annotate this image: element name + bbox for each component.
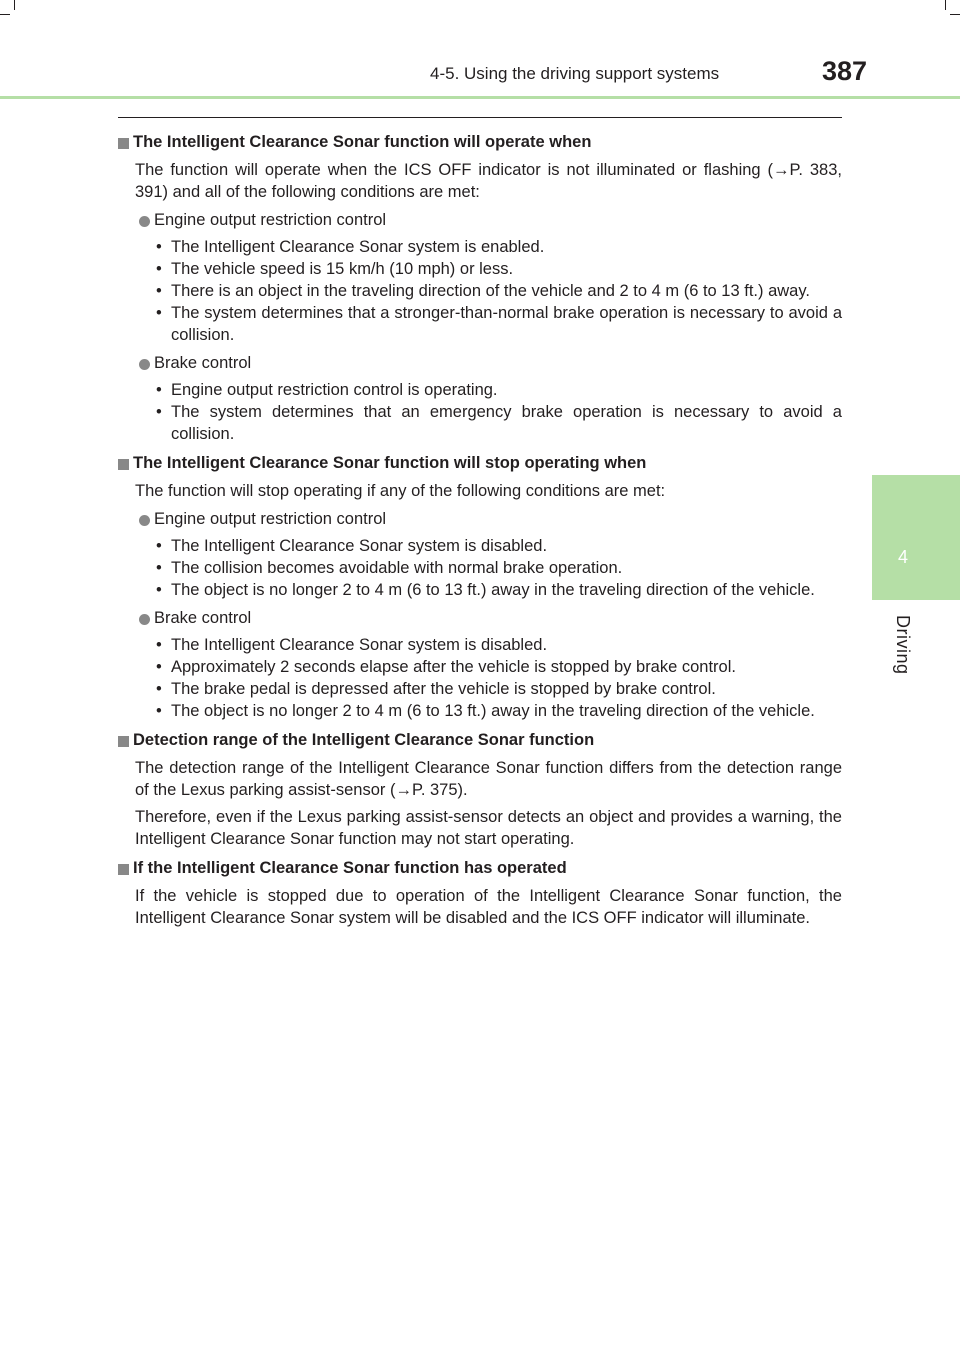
crop-mark-top-right-h xyxy=(950,14,960,15)
body-paragraph: The detection range of the Intelligent Clearance Sonar function differs from the detection range of the Lexus parking assist-sensor (→P. 375). xyxy=(135,759,842,799)
body-paragraph: The function will operate when the ICS OFF indicator is not illuminated or flashing (→P. 383, 391) and all of the following conditions are met: xyxy=(135,161,842,201)
dot-bullet-icon: • xyxy=(156,636,162,654)
list-item xyxy=(118,634,842,656)
crop-mark-top-left-v xyxy=(14,0,15,10)
list-item xyxy=(118,280,842,302)
chapter-number: 4 xyxy=(897,547,908,567)
section-heading-text: If the Intelligent Clearance Sonar function has operated xyxy=(133,859,567,877)
body-paragraph: Therefore, even if the Lexus parking assist-sensor detects an object and provides a warning, the Intelligent Clearance Sonar function may not start operating. xyxy=(135,808,842,848)
content-top-rule xyxy=(118,117,842,118)
chapter-tab xyxy=(872,475,960,600)
dot-bullet-icon: • xyxy=(156,304,162,322)
subsection-heading-text: Engine output restriction control xyxy=(154,211,387,229)
list-item xyxy=(118,678,842,700)
list-item xyxy=(118,302,842,346)
crop-mark-top-right-v xyxy=(945,0,946,10)
section-heading xyxy=(118,856,842,880)
list-item-text: The brake pedal is depressed after the vehicle is stopped by brake control. xyxy=(171,680,716,698)
section-heading-text: Detection range of the Intelligent Clearance Sonar function xyxy=(133,731,595,749)
dot-bullet-icon: • xyxy=(156,559,162,577)
circle-bullet-icon xyxy=(139,614,150,625)
list-item-text: The collision becomes avoidable with normal brake operation. xyxy=(171,559,623,577)
dot-bullet-icon: • xyxy=(156,680,162,698)
list-item-text: The Intelligent Clearance Sonar system is disabled. xyxy=(171,636,548,654)
list-item xyxy=(118,656,842,678)
condition-list xyxy=(118,634,842,722)
section-header-title: 4-5. Using the driving support systems xyxy=(430,64,720,83)
dot-bullet-icon: • xyxy=(156,260,162,278)
dot-bullet-icon: • xyxy=(156,381,162,399)
circle-bullet-icon xyxy=(139,359,150,370)
section-heading-text: The Intelligent Clearance Sonar function will stop operating when xyxy=(133,454,647,472)
page-content xyxy=(118,124,842,929)
section-heading-text: The Intelligent Clearance Sonar function will operate when xyxy=(133,133,592,151)
subsection-heading-text: Brake control xyxy=(154,354,252,372)
list-item xyxy=(118,700,842,722)
subsection-heading xyxy=(118,208,842,232)
dot-bullet-icon: • xyxy=(156,658,162,676)
list-item xyxy=(118,535,842,557)
list-item xyxy=(118,236,842,258)
circle-bullet-icon xyxy=(139,515,150,526)
body-paragraph: The function will stop operating if any of the following conditions are met: xyxy=(135,482,666,500)
list-item-text: The object is no longer 2 to 4 m (6 to 13 ft.) away in the traveling direction of the vehicle. xyxy=(171,702,815,720)
header-divider xyxy=(0,96,960,99)
list-item xyxy=(118,579,842,601)
list-item xyxy=(118,258,842,280)
condition-list xyxy=(118,236,842,346)
list-item-text: The Intelligent Clearance Sonar system is enabled. xyxy=(171,238,545,256)
dot-bullet-icon: • xyxy=(156,238,162,256)
list-item xyxy=(118,557,842,579)
subsection-heading xyxy=(118,351,842,375)
list-item xyxy=(118,379,842,401)
square-bullet-icon xyxy=(118,864,129,875)
condition-list xyxy=(118,535,842,601)
body-paragraph: If the vehicle is stopped due to operation of the Intelligent Clearance Sonar function, the Intelligent Clearance Sonar system will be disabled and the ICS OFF indicator will illuminate. xyxy=(135,887,842,927)
section-heading xyxy=(118,130,842,154)
dot-bullet-icon: • xyxy=(156,537,162,555)
list-item xyxy=(118,401,842,445)
list-item-text: The object is no longer 2 to 4 m (6 to 13 ft.) away in the traveling direction of the vehicle. xyxy=(171,581,815,599)
square-bullet-icon xyxy=(118,138,129,149)
list-item-text: The Intelligent Clearance Sonar system is disabled. xyxy=(171,537,548,555)
dot-bullet-icon: • xyxy=(156,702,162,720)
list-item-text: Engine output restriction control is operating. xyxy=(171,381,498,399)
subsection-heading xyxy=(118,606,842,630)
condition-list xyxy=(118,379,842,445)
page-number: 387 xyxy=(822,56,868,86)
dot-bullet-icon: • xyxy=(156,581,162,599)
list-item-text: The vehicle speed is 15 km/h (10 mph) or less. xyxy=(171,260,514,278)
subsection-heading-text: Brake control xyxy=(154,609,252,627)
circle-bullet-icon xyxy=(139,216,150,227)
section-heading xyxy=(118,451,842,475)
chapter-label: Driving xyxy=(893,615,913,675)
list-item-text: There is an object in the traveling direction of the vehicle and 2 to 4 m (6 to 13 ft.) away. xyxy=(171,282,810,300)
list-item-text: The system determines that an emergency brake operation is necessary to avoid a collision. xyxy=(171,403,842,443)
dot-bullet-icon: • xyxy=(156,403,162,421)
subsection-heading-text: Engine output restriction control xyxy=(154,510,387,528)
subsection-heading xyxy=(118,507,842,531)
dot-bullet-icon: • xyxy=(156,282,162,300)
list-item-text: Approximately 2 seconds elapse after the vehicle is stopped by brake control. xyxy=(171,658,736,676)
square-bullet-icon xyxy=(118,736,129,747)
section-heading xyxy=(118,728,842,752)
list-item-text: The system determines that a stronger-than-normal brake operation is necessary to avoid a collision. xyxy=(171,304,842,344)
square-bullet-icon xyxy=(118,459,129,470)
crop-mark-top-left-h xyxy=(0,14,10,15)
